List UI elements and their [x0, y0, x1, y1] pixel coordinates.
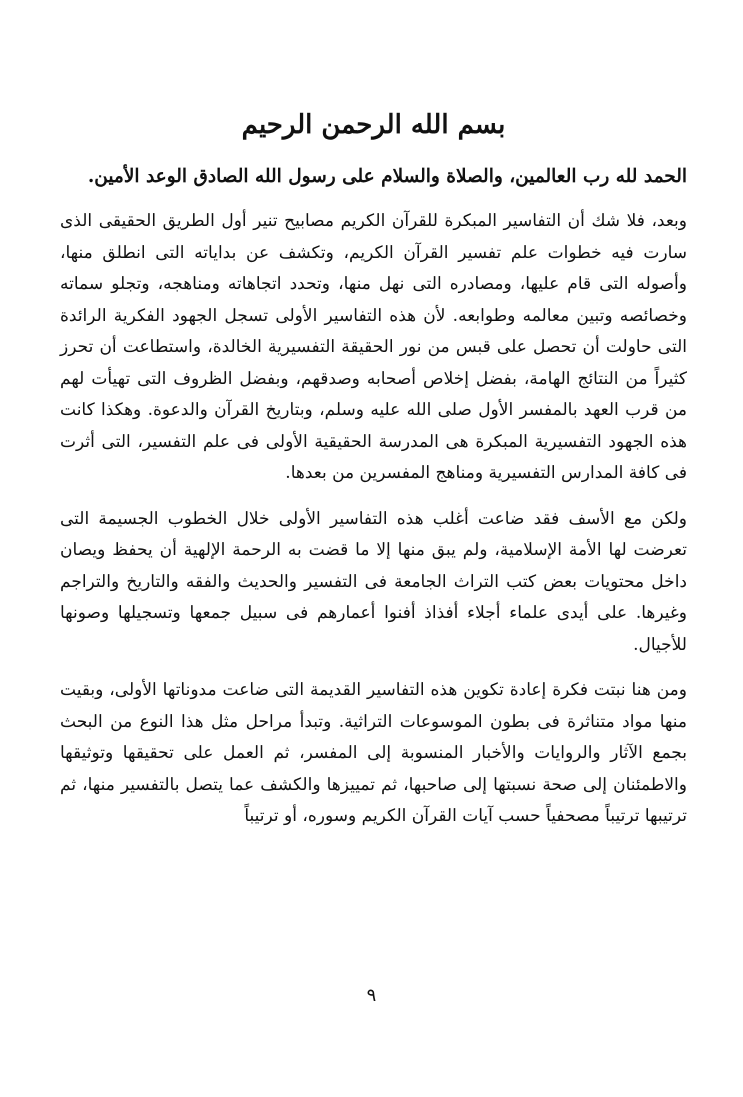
basmala-heading: بسم الله الرحمن الرحيم: [241, 110, 506, 140]
praise-line: الحمد لله رب العالمين، والصلاة والسلام على رسول الله الصادق الوعد الأمين.: [87, 166, 687, 187]
paragraph-2: ولكن مع الأسف فقد ضاعت أغلب هذه التفاسير الأولى خلال الخطوب الجسيمة التى تعرضت لها الأمة الإسلامية، ولم يبق منها إلا ما قضت به الرحمة الإلهية أن يحفظ ويصان داخل محتويات بعض كتب التراث الجامعة فى التفسير والحديث والفقه والتاريخ والتراجم وغيرها. على أيدى علماء أجلاء أفذاذ أفنوا أعمارهم فى سبيل جمعها وتسجيلها وصونها للأجيال.: [60, 508, 687, 655]
paragraph-3: ومن هنا نبتت فكرة إعادة تكوين هذه التفاسير القديمة التى ضاعت مدوناتها الأولى، وبقيت منها مواد متناثرة فى بطون الموسوعات التراثية. وتبدأ مراحل مثل هذا النوع من البحث بجمع الآثار والروايات والأخبار المنسوبة إلى المفسر، ثم العمل على تحقيقها وتوثيقها والاطمئنان إلى صحة نسبتها إلى صاحبها، ثم تمييزها والكشف عما يتصل بالتفسير منها، ثم ترتيبها ترتيباً مصحفياً حسب آيات القرآن الكريم وسوره، أو ترتيباً: [60, 680, 687, 826]
page-body: [60, 100, 687, 847]
paragraph-1: وبعد، فلا شك أن التفاسير المبكرة للقرآن الكريم مصابيح تنير أول الطريق الحقيقى الذى سارت فيه خطوات علم تفسير القرآن الكريم، وتكشف عن بداياته التى انطلق منها، وأصوله التى قام عليها، ومصادره التى نهل منها، وتحدد اتجاهاته ومناهجه، وتجلو سماته وخصائصه وتبين معالمه وطوابعه. لأن هذه التفاسير الأولى تسجل الجهود الفكرية الرائدة التى حاولت أن تحصل على قبس من نور الحقيقة التفسيرية الخالدة، واستطاعت أن تحرز كثيراً من النتائج الهامة، بفضل إخلاص أصحابه وصدقهم، وبفضل الظروف التى تهيأت لهم من قرب العهد بالمفسر الأول صلى الله عليه وسلم، وبتاريخ القرآن والدعوة. وهكذا كانت هذه الجهود التفسيرية المبكرة هى المدرسة الحقيقية الأولى فى علم التفسير، التى أثرت فى كافة المدارس التفسيرية ومناهج المفسرين من بعدها.: [60, 211, 687, 483]
page-number: ٩: [366, 985, 377, 1006]
